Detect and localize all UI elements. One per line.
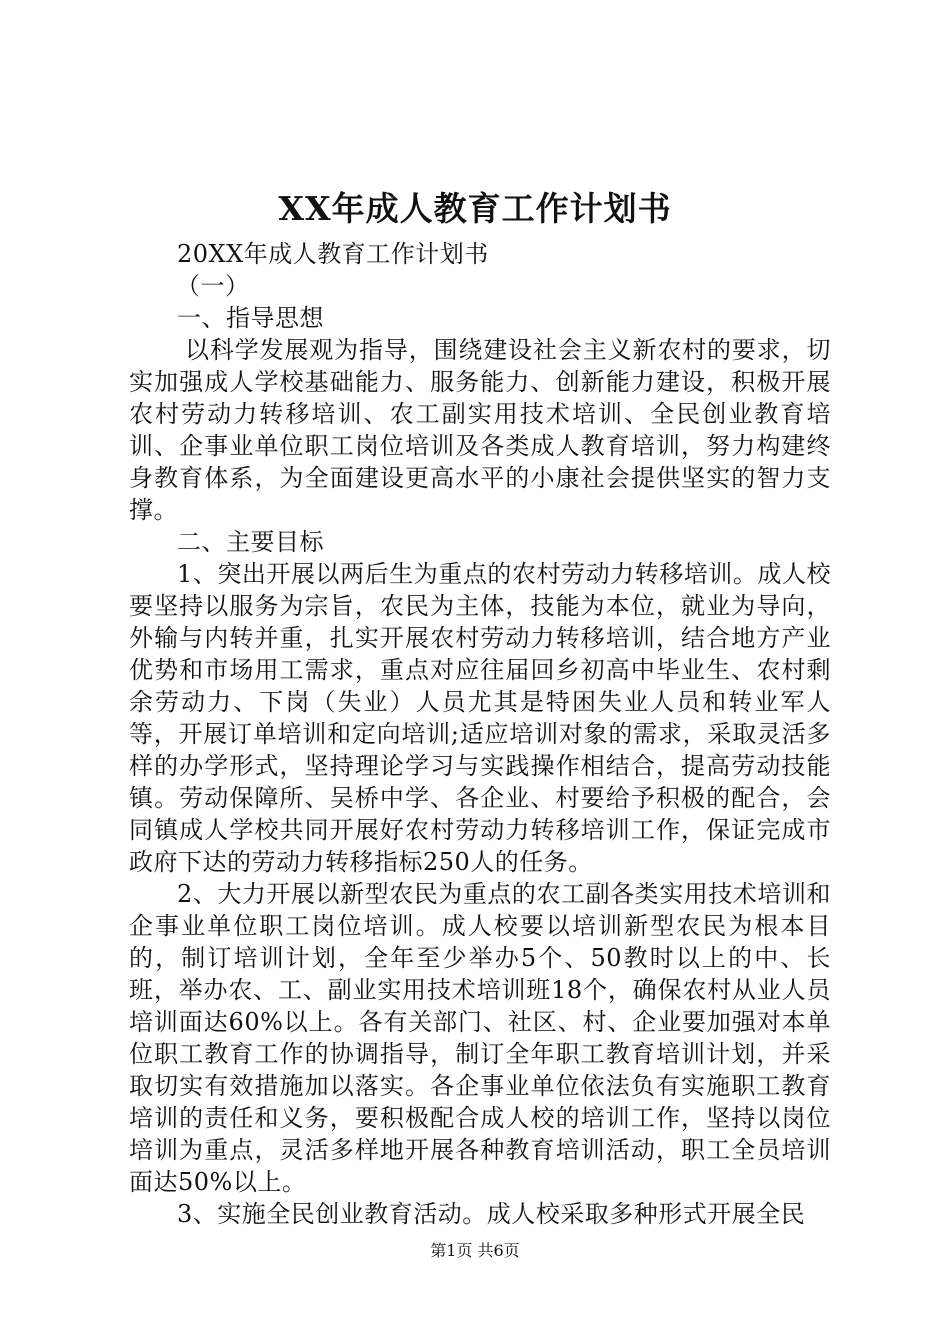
- section-heading-guiding-ideology: 一、指导思想: [177, 304, 324, 332]
- document-body: [129, 238, 831, 1230]
- part-label: （一）: [176, 272, 250, 300]
- section-heading-main-goals: 二、主要目标: [177, 528, 324, 556]
- document-subtitle: 20XX年成人教育工作计划书: [177, 240, 489, 268]
- paragraph-goal-1: 1、突出开展以两后生为重点的农村劳动力转移培训。成人校要坚持以服务为宗旨，农民为主体，技能为本位，就业为导向，外输与内转并重，扎实开展农村劳动力转移培训，结合地方产业优势和市场用工需求，重点对应往届回乡初高中毕业生、农村剩余劳动力、下岗（失业）人员尤其是特困失业人员和转业军人等，开展订单培训和定向培训;适应培训对象的需求，采取灵活多样的办学形式，坚持理论学习与实践操作相结合，提高劳动技能镇。劳动保障所、吴桥中学、各企业、村要给予积极的配合，会同镇成人学校共同开展好农村劳动力转移培训工作，保证完成市政府下达的劳动力转移指标250人的任务。: [129, 560, 831, 876]
- paragraph-guiding-ideology: 以科学发展观为指导，围绕建设社会主义新农村的要求，切实加强成人学校基础能力、服务能力、创新能力建设，积极开展农村劳动力转移培训、农工副实用技术培训、全民创业教育培训、企事业单位职工岗位培训及各类成人教育培训，努力构建终身教育体系，为全面建设更高水平的小康社会提供坚实的智力支撑。: [129, 336, 831, 524]
- paragraph-goal-2: 2、大力开展以新型农民为重点的农工副各类实用技术培训和企事业单位职工岗位培训。成人校要以培训新型农民为根本目的，制订培训计划，全年至少举办5个、50教时以上的中、长班，举办农、工、副业实用技术培训班18个，确保农村从业人员培训面达60%以上。各有关部门、社区、村、企业要加强对本单位职工教育工作的协调指导，制订全年职工教育培训计划，并采取切实有效措施加以落实。各企事业单位依法负有实施职工教育培训的责任和义务，要积极配合成人校的培训工作，坚持以岗位培训为重点，灵活多样地开展各种教育培训活动，职工全员培训面达50%以上。: [129, 880, 831, 1196]
- paragraph-goal-3: 3、实施全民创业教育活动。成人校采取多种形式开展全民: [177, 1200, 806, 1228]
- document-title: XX年成人教育工作计划书: [278, 189, 672, 228]
- page-number: 第1页 共6页: [430, 1241, 520, 1260]
